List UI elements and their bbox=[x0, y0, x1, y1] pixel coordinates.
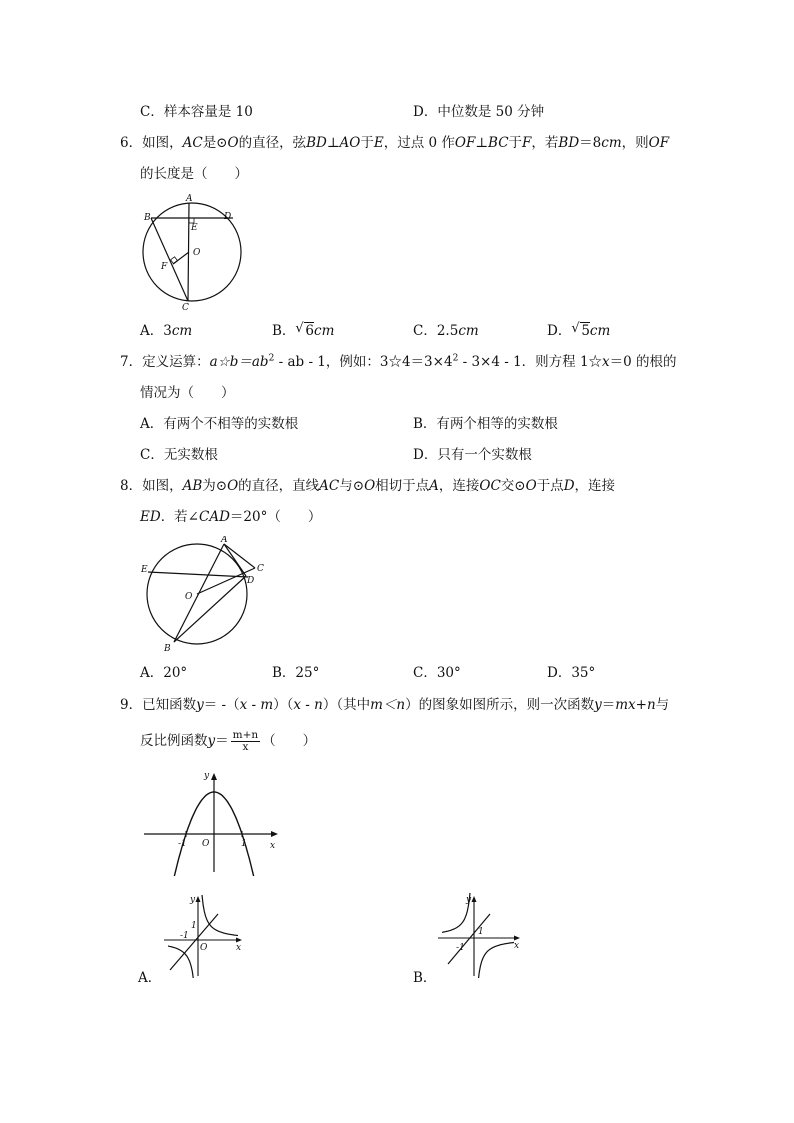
q9-fraction: $\frac{m+n}{x}$ bbox=[232, 729, 259, 753]
q6-fig-label-f: F bbox=[161, 262, 168, 272]
q8-fig-label-d: D bbox=[247, 576, 255, 586]
q8-stem-line2: ED．若∠CAD＝20°（ ） bbox=[140, 509, 322, 525]
q8-fig-label-c: C bbox=[257, 564, 264, 574]
q9-b-label-minus1: -1 bbox=[456, 943, 465, 953]
q9-option-a: A． bbox=[138, 970, 162, 986]
q9-option-b-graph bbox=[434, 892, 524, 978]
q6-fig-label-o: O bbox=[193, 248, 201, 258]
q9-stem-line2: 反比例函数y＝ $\frac{m+n}{x}$ （ ） bbox=[140, 729, 317, 753]
q9-parabola-graph bbox=[140, 768, 282, 876]
q7-stem-line2: 情况为（ ） bbox=[140, 385, 235, 401]
q7-option-b: B．有两个相等的实数根 bbox=[413, 416, 558, 432]
q9-graph-label-o: O bbox=[202, 839, 210, 849]
q9-stem-line1: 9．已知函数y＝ -（x - m）（x - n）（其中m＜n）的图象如图所示，则一次函数y＝mx+n与 bbox=[120, 697, 670, 713]
q6-option-a: A．3cm bbox=[140, 323, 193, 339]
q8-option-a: A．20° bbox=[140, 665, 188, 681]
q8-fig-label-e: E bbox=[141, 565, 148, 575]
q6-option-c: C．2.5cm bbox=[413, 323, 479, 339]
q9-a-label-x: x bbox=[236, 943, 242, 953]
q7-stem-line1: 7．定义运算：$a☆b=ab^2$ - ab - 1，例如：$3☆4=3\times 4^2 - 3\times 4 - 1$．则方程 1☆x＝0 的根的 bbox=[120, 353, 677, 370]
q6-option-d: D． √ 5cm bbox=[547, 321, 611, 339]
q9-a-label-y: y bbox=[190, 895, 196, 905]
q9-graph-label-x: x bbox=[270, 841, 276, 851]
q9-option-a-graph bbox=[160, 892, 246, 978]
q8-stem-line1: 8．如图，AB为⊙O的直径，直线AC与⊙O相切于点A，连接OC交⊙O于点D，连接 bbox=[120, 478, 616, 494]
q8-option-d: D．35° bbox=[547, 665, 596, 681]
q9-graph-label-minus1: -1 bbox=[178, 839, 187, 849]
q6-option-b: B． √ 6cm bbox=[272, 321, 335, 339]
q8-fig-label-a: A bbox=[221, 536, 228, 545]
q6-circle-figure bbox=[138, 193, 248, 311]
q5-option-c: C．样本容量是 10 bbox=[140, 104, 253, 120]
q9-graph-label-1: 1 bbox=[241, 839, 247, 849]
q9-option-b: B． bbox=[413, 970, 437, 986]
q9-b-label-y: y bbox=[466, 895, 472, 905]
q7-option-d: D．只有一个实数根 bbox=[413, 447, 532, 463]
q9-b-label-x: x bbox=[514, 941, 520, 951]
q6-fig-label-e: E bbox=[191, 223, 198, 233]
q9-graph-label-y: y bbox=[204, 771, 210, 781]
q5-option-d: D．中位数是 50 分钟 bbox=[413, 104, 545, 120]
q8-fig-label-b: B bbox=[164, 644, 171, 654]
q8-circle-figure bbox=[138, 536, 274, 654]
q9-b-label-1: 1 bbox=[478, 927, 484, 937]
q6-fig-label-d: D bbox=[224, 212, 232, 222]
q6-fig-label-b: B bbox=[144, 213, 151, 223]
q9-a-label-minus1: -1 bbox=[180, 931, 189, 941]
q6-fig-label-c: C bbox=[182, 303, 189, 311]
q7-option-c: C．无实数根 bbox=[140, 447, 218, 463]
q6-stem-line2: 的长度是（ ） bbox=[140, 166, 248, 182]
q8-option-b: B．25° bbox=[272, 665, 320, 681]
q8-option-c: C．30° bbox=[413, 665, 461, 681]
q6-stem-line1: 6．如图，AC是⊙O的直径，弦BD⊥AO于E，过点 0 作OF⊥BC于F，若BD＝8cm，则OF bbox=[120, 135, 670, 151]
q6-fig-label-a: A bbox=[186, 194, 193, 204]
q9-a-label-1: 1 bbox=[191, 921, 197, 931]
q8-fig-label-o: O bbox=[185, 592, 193, 602]
q7-option-a: A．有两个不相等的实数根 bbox=[140, 416, 299, 432]
q9-a-label-o: O bbox=[200, 943, 208, 953]
